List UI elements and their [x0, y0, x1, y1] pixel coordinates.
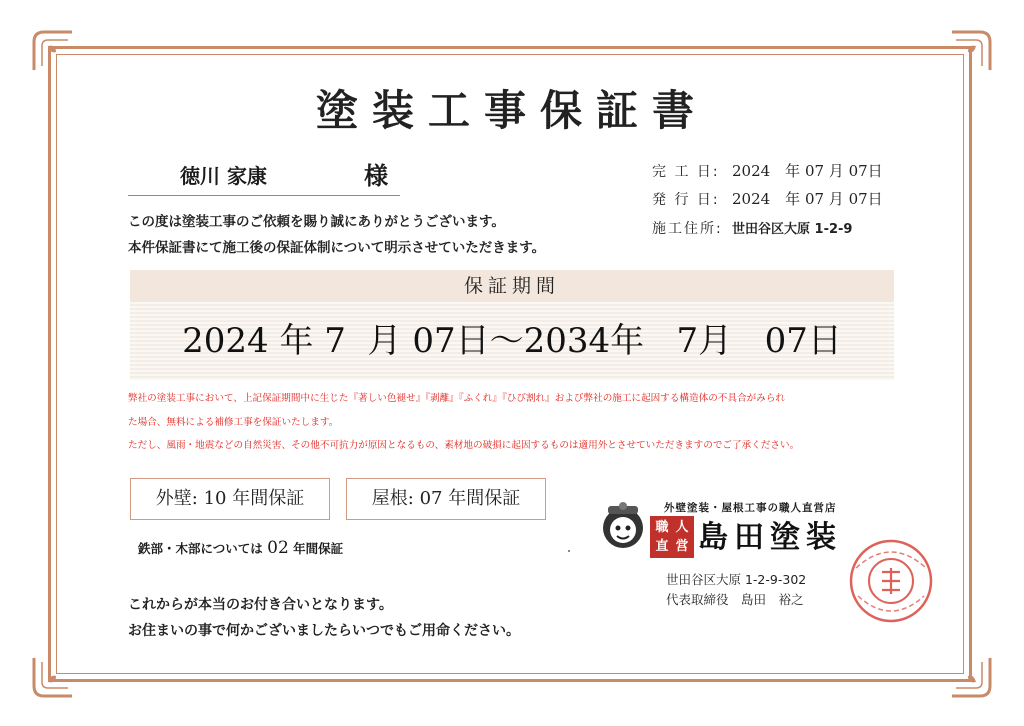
completion-date-value: 2024 年 07 月 07日 — [732, 162, 883, 180]
customer-name: 徳川 家康 — [180, 164, 267, 188]
steel-wood-warranty — [138, 538, 343, 558]
issue-date-label: 発 行 日: — [652, 192, 720, 208]
company-tagline: 外壁塗装・屋根工事の職人直営店 — [664, 502, 837, 514]
greeting-line: 本件保証書にて施工後の保証体制について明示させていただきます。 — [128, 240, 546, 256]
badge-char: 職 — [655, 520, 669, 535]
completion-date-row — [652, 160, 883, 181]
greeting-line: この度は塗装工事のご依頼を賜り誠にありがとうございます。 — [128, 214, 505, 230]
company-seal-stamp-icon — [848, 538, 934, 624]
corner-ornament-icon — [948, 654, 994, 700]
document-title: 塗装工事保証書 — [315, 86, 708, 135]
site-address-label: 施工住所: — [652, 221, 723, 237]
roof-warranty-box: 屋根: 07 年間保証 — [346, 478, 546, 520]
closing-line: お住まいの事で何かございましたらいつでもご用命ください。 — [128, 623, 520, 639]
steel-wood-years: 02 — [267, 538, 289, 558]
corner-ornament-icon — [30, 654, 76, 700]
company-mascot-logo — [600, 498, 646, 552]
issue-date-row — [652, 188, 883, 209]
steel-wood-prefix: 鉄部・木部については — [138, 541, 263, 556]
issue-date-value: 2024 年 07 月 07日 — [732, 190, 883, 208]
badge-char: 直 — [655, 539, 669, 554]
closing-line: これからが本当のお付き合いとなります。 — [128, 597, 393, 613]
warranty-period-heading: 保証期間 — [130, 270, 894, 302]
customer-name-line — [128, 154, 400, 196]
steel-wood-suffix: 年間保証 — [293, 541, 344, 556]
company-representative: 代表取締役 島田 裕之 — [666, 592, 804, 607]
completion-date-label: 完 工 日: — [652, 164, 720, 180]
warranty-period-value: 2024 年 7 月 07日～2034年 7月 07日 — [130, 302, 894, 380]
exterior-wall-warranty-box: 外壁: 10 年間保証 — [130, 478, 330, 520]
warranty-note: ただし、風雨・地震などの自然災害、その他不可抗力が原因となるもの、素材地の破損に起因するものは適用外とさせていただきますのでご了承ください。 — [128, 440, 800, 451]
corner-ornament-icon — [30, 28, 76, 74]
company-name: 島田塗装 — [698, 520, 842, 555]
corner-ornament-icon — [948, 28, 994, 74]
company-badge — [650, 516, 694, 558]
badge-char: 営 — [675, 539, 689, 554]
warranty-note: た場合、無料による補修工事を保証いたします。 — [128, 417, 339, 428]
stray-dot — [568, 550, 570, 552]
site-address-row — [652, 218, 852, 238]
site-address-value: 世田谷区大原 1-2-9 — [732, 222, 853, 237]
badge-char: 人 — [675, 520, 689, 535]
warranty-note: 弊社の塗装工事において、上記保証期間中に生じた『著しい色褪せ』『剥離』『ふくれ』『ひび割れ』および弊社の施工に起因する構造体の不具合がみられ — [128, 393, 785, 404]
customer-honorific: 様 — [364, 161, 388, 190]
company-address: 世田谷区大原 1-2-9-302 — [666, 572, 807, 587]
